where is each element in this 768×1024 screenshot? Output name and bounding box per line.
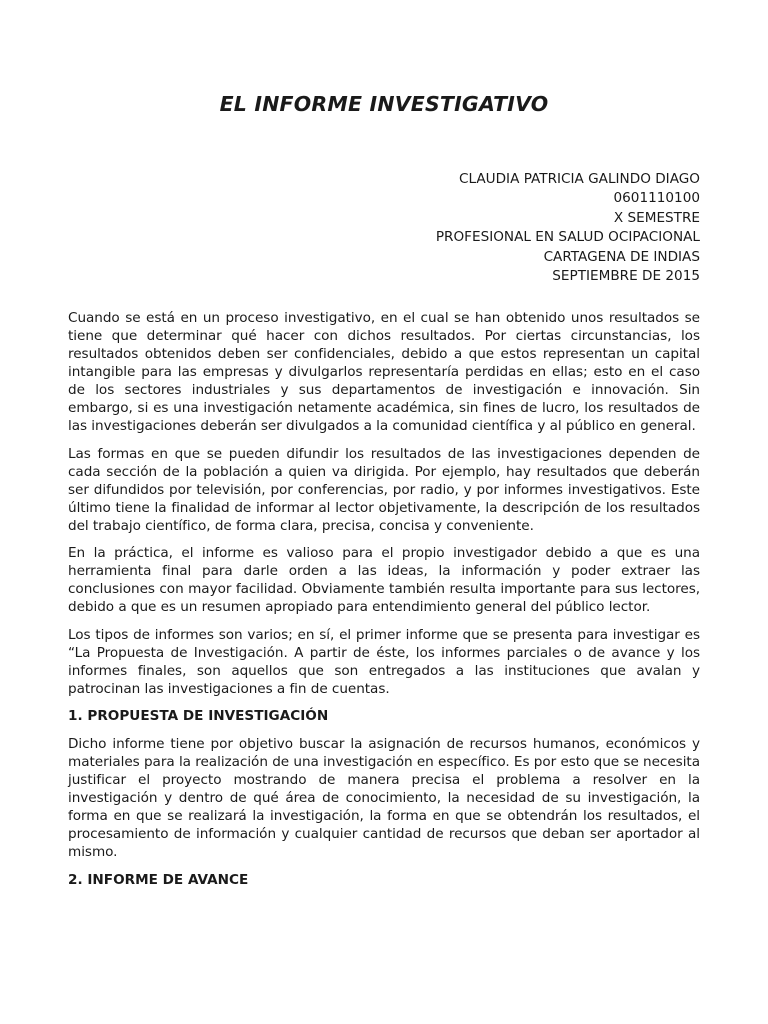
author-name: CLAUDIA PATRICIA GALINDO DIAGO <box>458 171 700 187</box>
section-heading-2: 2. INFORME DE AVANCE <box>68 871 249 888</box>
semester: X SEMESTRE <box>613 209 700 226</box>
author-info-block <box>436 170 700 286</box>
document-body <box>68 309 700 898</box>
paragraph: En la práctica, el informe es valioso para el propio investigador debido a que es una herramienta final para darle orden a las ideas, la información y poder extraer las conclusiones con mayor facilidad. Obviamente también resulta importante para sus lectores, debido a que es un resumen apropiado para entendimiento general del público lector. <box>68 545 700 616</box>
section-1-paragraph: Dicho informe tiene por objetivo buscar la asignación de recursos humanos, económicos y materiales para la realización de una investigación en específico. Es por esto que se necesita justificar el proyecto mostrando de manera precisa el problema a resolver en la investigación y dentro de qué área de conocimiento, la necesidad de su investigación, la forma en que se realizará la investigación, la forma en que se obtendrán los resultados, el procesamiento de información y cualquier cantidad de recursos que deban ser aportador al mismo. <box>68 735 700 860</box>
program: PROFESIONAL EN SALUD OCIPACIONAL <box>435 229 700 246</box>
section-heading-1: 1. PROPUESTA DE INVESTIGACIÓN <box>68 708 329 725</box>
paragraph: Las formas en que se pueden difundir los resultados de las investigaciones dependen de cada sección de la población a quien va dirigida. Por ejemplo, hay resultados que deberán ser difundidos por televisión, por conferencias, por radio, y por informes investigativos. Este último tiene la finalidad de informar al lector objetivamente, la descripción de los resultados del trabajo científico, de forma clara, precisa, concisa y conveniente. <box>68 445 700 534</box>
city: CARTAGENA DE INDIAS <box>543 248 700 265</box>
document-title: EL INFORME INVESTIGATIVO <box>219 92 549 116</box>
paragraph: Cuando se está en un proceso investigativo, en el cual se han obtenido unos resultados se tiene que determinar qué hacer con dichos resultados. Por ciertas circunstancias, los resultados obtenidos deben ser confidenciales, debido a que estos representan un capital intangible para las empresas y divulgarlos representaría perdidas en ellas; esto en el caso de los sectores industriales y sus departamentos de investigación e innovación. Sin embargo, si es una investigación netamente académica, sin fines de lucro, los resultados de las investigaciones deberán ser divulgados a la comunidad científica y al público en general. <box>68 310 700 434</box>
student-id: 0601110100 <box>613 190 700 207</box>
date: SEPTIEMBRE DE 2015 <box>552 268 700 285</box>
paragraph: Los tipos de informes son varios; en sí, el primer informe que se presenta para investigar es “La Propuesta de Investigación. A partir de éste, los informes parciales o de avance y los informes finales, son aquellos que son entregados a las instituciones que avalan y patrocinan las investigaciones a fin de cuentas. <box>68 626 700 697</box>
